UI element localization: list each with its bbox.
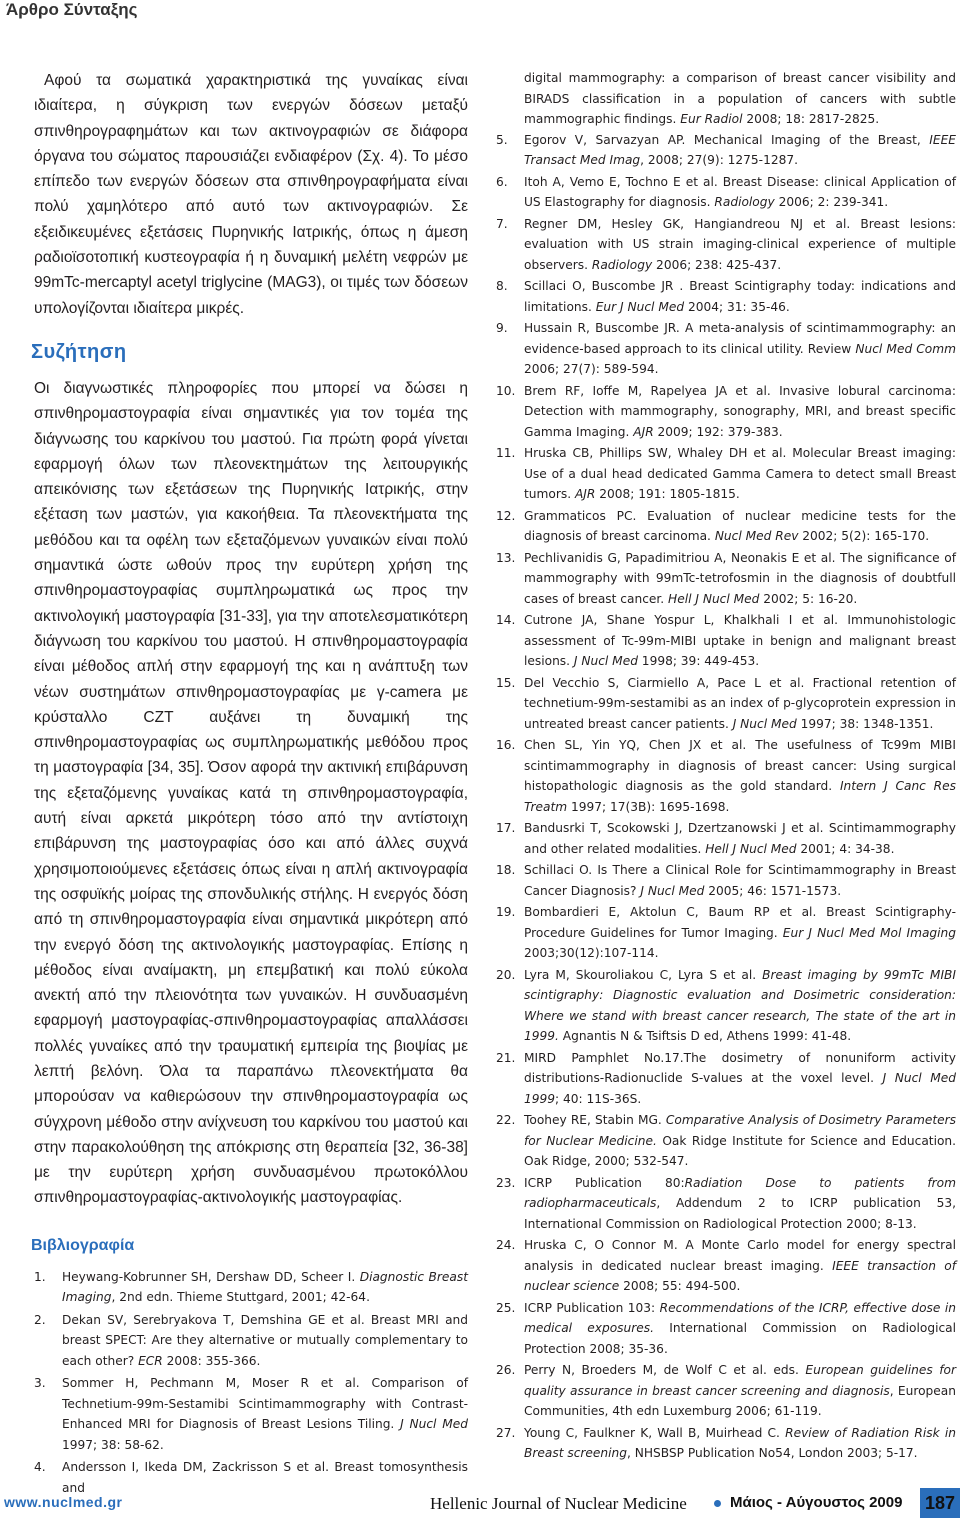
reference-text: Egorov V, Sarvazyan AP. Mechanical Imaging of the Breast, IEEE Transact Med Imag, 2008; 27(9): 1275-1287. (524, 132, 956, 167)
reference-item (496, 214, 956, 276)
reference-text: Bandusrki T, Scokowski J, Dzertzanowski J et al. Scintimammography and other related modalities. Hell J Nucl Med 2001; 4: 34-38. (524, 821, 956, 856)
reference-number: 17. (496, 821, 516, 835)
reference-text: Lyra M, Skouroliakou C, Lyra S et al. Breast imaging by 99mTc MIBI scintigraphy: Diagnostic evaluation and Dosimetric consideration: Where we stand with breast cancer research, The state of the art in 1999. Agnantis N & Tsiftsis D ed, Athens 1999: 41-48. (524, 967, 957, 1043)
reference-item (34, 1310, 468, 1372)
reference-item (496, 548, 956, 610)
reference-text: Brem RF, Ioffe M, Rapelyea JA et al. Invasive lobural carcinoma: Detection with mammography, sonography, MRI, and breast specific Gamma Imaging. AJR 2009; 192: 379-383. (524, 383, 956, 439)
reference-number: 3. (34, 1376, 46, 1391)
reference-item (496, 818, 956, 859)
reference-item (496, 735, 956, 817)
reference-item (496, 172, 956, 213)
reference-number: 24. (496, 1238, 516, 1252)
reference-text: Scillaci O, Buscombe JR . Breast Scintigraphy today: indications and limitations. Eur J Nucl Med 2004; 31: 35-46. (524, 279, 956, 314)
reference-number: 26. (496, 1363, 516, 1377)
right-column (496, 68, 956, 1464)
reference-text: ICRP Publication 80:Radiation Dose to patients from radiopharmaceuticals, Addendum 2 to ICRP publication 53, International Commission on Radiological Protection 2000; 8-13. (524, 1175, 956, 1231)
reference-item (496, 1173, 956, 1235)
reference-number: 22. (496, 1113, 516, 1127)
reference-number: 20. (496, 967, 516, 982)
reference-number: 18. (496, 863, 516, 877)
reference-number: 25. (496, 1300, 516, 1315)
reference-text: Andersson I, Ikeda DM, Zackrisson S et al. Breast tomosynthesis and (62, 1460, 468, 1495)
reference-item (34, 1267, 468, 1308)
reference-number: 2. (34, 1312, 46, 1327)
reference-number: 16. (496, 738, 516, 752)
reference-number: 10. (496, 383, 516, 398)
reference-number: 6. (496, 174, 508, 189)
reference-number: 9. (496, 321, 508, 335)
reference-4-continued: digital mammography: a comparison of breast cancer visibility and BIRADS classification in a population of cancers with subtle mammographic findings. Eur Radiol 2008; 18: 2817-2825. (524, 71, 956, 126)
section-title: Άρθρο Σύνταξης (6, 0, 138, 19)
reference-text: Schillaci O. Is There a Clinical Role for Scintimammography in Breast Cancer Diagnosis? J Nucl Med 2005; 46: 1571-1573. (524, 863, 956, 898)
reference-item (496, 1360, 956, 1422)
reference-number: 23. (496, 1175, 516, 1190)
reference-item (496, 1298, 956, 1360)
reference-text: Sommer H, Pechmann M, Moser R et al. Comparison of Technetium-99m-Sestamibi Scintimammography with Contrast-Enhanced MRI for Diagnosis of Breast Lesions Tiling. J Nucl Med 1997; 38: 58-62. (62, 1376, 468, 1452)
reference-text: Toohey RE, Stabin MG. Comparative Analysis of Dosimetry Parameters for Nuclear Medicine. Oak Ridge Institute for Science and Education. Oak Ridge, 2000; 532-547. (524, 1113, 957, 1168)
reference-number: 19. (496, 905, 516, 919)
reference-item (496, 130, 956, 171)
reference-item (496, 965, 956, 1047)
page-number: 187 (920, 1488, 960, 1518)
reference-number: 21. (496, 1050, 516, 1065)
journal-name: Hellenic Journal of Nuclear Medicine (430, 1494, 687, 1513)
reference-text: Del Vecchio S, Ciarmiello A, Pace L et al. Fractional retention of technetium-99m-sestamibi as an index of p-glycoprotein expression in untreated breast cancer patients. J Nucl Med 1997; 38: 1348-1351. (524, 675, 956, 731)
reference-text: Hussain R, Buscombe JR. A meta-analysis of scintimammography: an evidence-based approach to its clinical utility. Review Nucl Med Comm 2006; 27(7): 589-594. (524, 321, 956, 376)
reference-item (496, 610, 956, 672)
references-heading: Βιβλιογραφία (31, 1236, 135, 1254)
reference-list-right (496, 130, 956, 1464)
discussion-paragraph: Οι διαγνωστικές πληροφορίες που μπορεί να δώσει η σπινθηρομαστογραφία είναι σημαντικές για τον τομέα της διάγνωσης του καρκίνου του μαστού. Για πρώτη φορά γίνεται εφαρμογή όλων των πλεονεκτημάτων της λειτουργικής απεικόνισης των εξετάσεων της Πυρηνικής Ιατρικής, στην εξέταση των μαστών, για κακοήθεια. Τα πλεονεκτήματα της μεθόδου και τα οφέλη των εξεταζόμενων γυναικών είναι πολύ σημαντικά ώστε ωθούν προς την ευρύτερη χρήση της σπινθηρομαστογραφίας συμπληρωματικά ως προς την ακτινολογική μαστογραφία [31-33], για την αποτελεσματικότερη διάγνωση του καρκίνου του μαστού. Η σπινθηρομαστογραφία είναι μέθοδος απλή στην εφαρμογή της και η ανάπτυξη των νέων συστημάτων σπινθηρομαστογραφίας με γ-camera με κρύσταλλο CZT αυξάνει τη δυναμική της σπινθηρομαστογραφίας ως συμπληρωματικής μεθόδου προς τη μαστογραφία [34, 35]. Όσον αφορά την ακτινική επιβάρυνση της εξεταζόμενης γυναίκας κατά τη σπινθηρομαστογραφία, αυτή είναι αρκετά μικρότερη τόσο από την αντίστοιχη επιβάρυνση της μαστογραφίας όσο και από άλλες συχνά χρησιμοποιούμενες εξετάσεις όπως είναι η απλή ακτινογραφία της οσφυϊκής μοίρας της σπονδυλικής στήλης. Η ενεργός δόση από τη σπινθηρομαστογραφία είναι σημαντικά μικρότερη από την ενεργό δόση της ακτινολογικής μαστογραφίας. Επίσης η μέθοδος είναι αναίμακτη, μη επεμβατική και πολύ εύκολα ανεκτή από την πλειονότητα των γυναικών. Η συνδυασμένη εφαρμογή μαστογραφίας-σπινθηρομαστογραφίας απαλλάσσει πολλές γυναίκες από την τραυματική εμπειρία της βιοψίας με λεπτή βελόνη. Όλα τα παραπάνω πλεονεκτήματα θα μπορούσαν να καθιερώσουν την σπινθηρομαστογραφία ως σύγχρονη μέθοδο στην ανίχνευση του καρκίνου του μαστού και στην παρακολούθηση της απόκρισης στη θεραπεία [32, 36-38] με την ευρύτερη χρήση συνδυασμένου πρωτοκόλλου σπινθηρομαστογραφίας-ακτινολογικής μαστογραφίας. (34, 379, 468, 1207)
reference-item (496, 1423, 956, 1464)
reference-text: Young C, Faulkner K, Wall B, Muirhead C. Review of Radiation Risk in Breast screening, NHSBSP Publication No54, London 2003; 5-17. (524, 1425, 956, 1460)
reference-number: 27. (496, 1425, 516, 1440)
reference-text: Pechlivanidis G, Papadimitriou A, Neonakis E et al. The significance of mammography with 99mTc-tetrofosmin in the diagnosis of doubtfull cases of breast cancer. Hell J Nucl Med 2002; 5: 16-20. (524, 550, 956, 606)
reference-number: 15. (496, 675, 516, 690)
intro-paragraph: Αφού τα σωματικά χαρακτηριστικά της γυναίκας είναι ιδιαίτερα, η σύγκριση των ενεργών δόσεων μεταξύ σπινθηρογραφημάτων και των ακτινογραφιών σε διάφορα όργανα του σώματος παρουσιάζει ενδιαφέρον (Σχ. 4). Το μέσο επίπεδο των ενεργών δόσεων στα σπινθηρογραφήματα είναι πολύ χαμηλότερο από αυτό των ακτινογραφιών. Σε εξειδικευμένες εξετάσεις Πυρηνικής Ιατρικής, όπως η άμεση ραδιοϊσοτοπική κυστεογραφία ή η δυναμική μελέτη νεφρών με 99mTc-mercaptyl acetyl triglycine (MAG3), οι τιμές των δόσεων υπολογίζονται ιδιαίτερα μικρές. (34, 72, 468, 317)
reference-number: 14. (496, 613, 516, 627)
reference-number: 12. (496, 508, 516, 523)
reference-text: Heywang-Kobrunner SH, Dershaw DD, Scheer I. Diagnostic Breast Imaging, 2nd edn. Thieme Stuttgard, 2001; 42-64. (62, 1269, 468, 1305)
issue-date: Μάιος - Αύγουστος 2009 (730, 1494, 903, 1511)
reference-item (496, 443, 956, 505)
reference-text: Itoh A, Vemo E, Tochno E et al. Breast Disease: clinical Application of US Elastography for diagnosis. Radiology 2006; 2: 239-341. (524, 174, 956, 209)
reference-item (496, 506, 956, 547)
reference-item (496, 276, 956, 317)
reference-item (496, 1048, 956, 1110)
reference-number: 8. (496, 279, 508, 293)
reference-number: 7. (496, 216, 508, 231)
reference-text: MIRD Pamphlet No.17.The dosimetry of nonuniform activity distributions-Radionuclide S-values at the voxel level. J Nucl Med 1999; 40: 11S-36S. (524, 1050, 956, 1106)
reference-item (496, 902, 956, 964)
reference-number: 11. (496, 446, 516, 460)
reference-item (496, 1110, 956, 1172)
reference-item (496, 673, 956, 735)
reference-item (496, 318, 956, 380)
reference-text: Hruska CB, Phillips SW, Whaley DH et al. Molecular Breast imaging: Use of a dual head dedicated Gamma Camera to detect small Breast tumors. AJR 2008; 191: 1805-1815. (524, 446, 956, 501)
journal-url-link[interactable]: www.nuclmed.gr (4, 1494, 123, 1510)
reference-list-left (34, 1267, 468, 1499)
discussion-heading: Συζήτηση (31, 340, 127, 363)
reference-item (496, 860, 956, 901)
page-footer (0, 1484, 960, 1522)
reference-text: Cutrone JA, Shane Yospur L, Khalkhali I et al. Immunohistologic assessment of Tc-99m-MIBI uptake in benign and malignant breast lesions. J Nucl Med 1998; 39: 449-453. (524, 613, 956, 668)
reference-number: 13. (496, 550, 516, 565)
reference-text: ICRP Publication 103: Recommendations of the ICRP, effective dose in medical exposures. International Commission on Radiological Protection 2008; 35-36. (524, 1300, 957, 1356)
reference-text: Regner DM, Hesley GK, Hangiandreou NJ et al. Breast lesions: evaluation with US strain imaging-clinical experience of multiple observers. Radiology 2006; 238: 425-437. (524, 216, 956, 272)
reference-number: 4. (34, 1460, 46, 1475)
reference-text: Dekan SV, Serebryakova T, Demshina GE et al. Breast MRI and breast SPECT: Are they alternative or mutually complementary to each other? ECR 2008: 355-366. (62, 1312, 468, 1368)
reference-number: 5. (496, 132, 508, 147)
reference-text: Hruska C, O Connor M. A Monte Carlo model for energy spectral analysis in dedicated nuclear breast imaging. IEEE transaction of nuclear science 2008; 55: 494-500. (524, 1238, 956, 1293)
reference-item (34, 1373, 468, 1455)
reference-item (496, 1235, 956, 1297)
reference-item (496, 381, 956, 443)
reference-number: 1. (34, 1269, 46, 1284)
bullet-dot-icon (714, 1500, 721, 1507)
reference-text: Perry N, Broeders M, de Wolf C et al. eds. European guidelines for quality assurance in breast cancer screening and diagnosis, European Communities, 4th edn Luxemburg 2006; 61-119. (524, 1363, 956, 1418)
left-column (31, 68, 468, 1500)
reference-text: Chen SL, Yin YQ, Chen JX et al. The usefulness of Tc99m MIBI scintimammography in diagnosis of breast cancer: Using surgical histopathologic diagnosis as the gold standard. Intern J Canc Res Treatm 1997; 17(3B): 1695-1698. (524, 738, 956, 814)
reference-text: Bombardieri E, Aktolun C, Baum RP et al. Breast Scintigraphy-Procedure Guidelines for Tumor Imaging. Eur J Nucl Med Mol Imaging 2003;30(12):107-114. (524, 905, 956, 960)
reference-text: Grammaticos PC. Evaluation of nuclear medicine tests for the diagnosis of breast carcinoma. Nucl Med Rev 2002; 5(2): 165-170. (524, 508, 956, 543)
